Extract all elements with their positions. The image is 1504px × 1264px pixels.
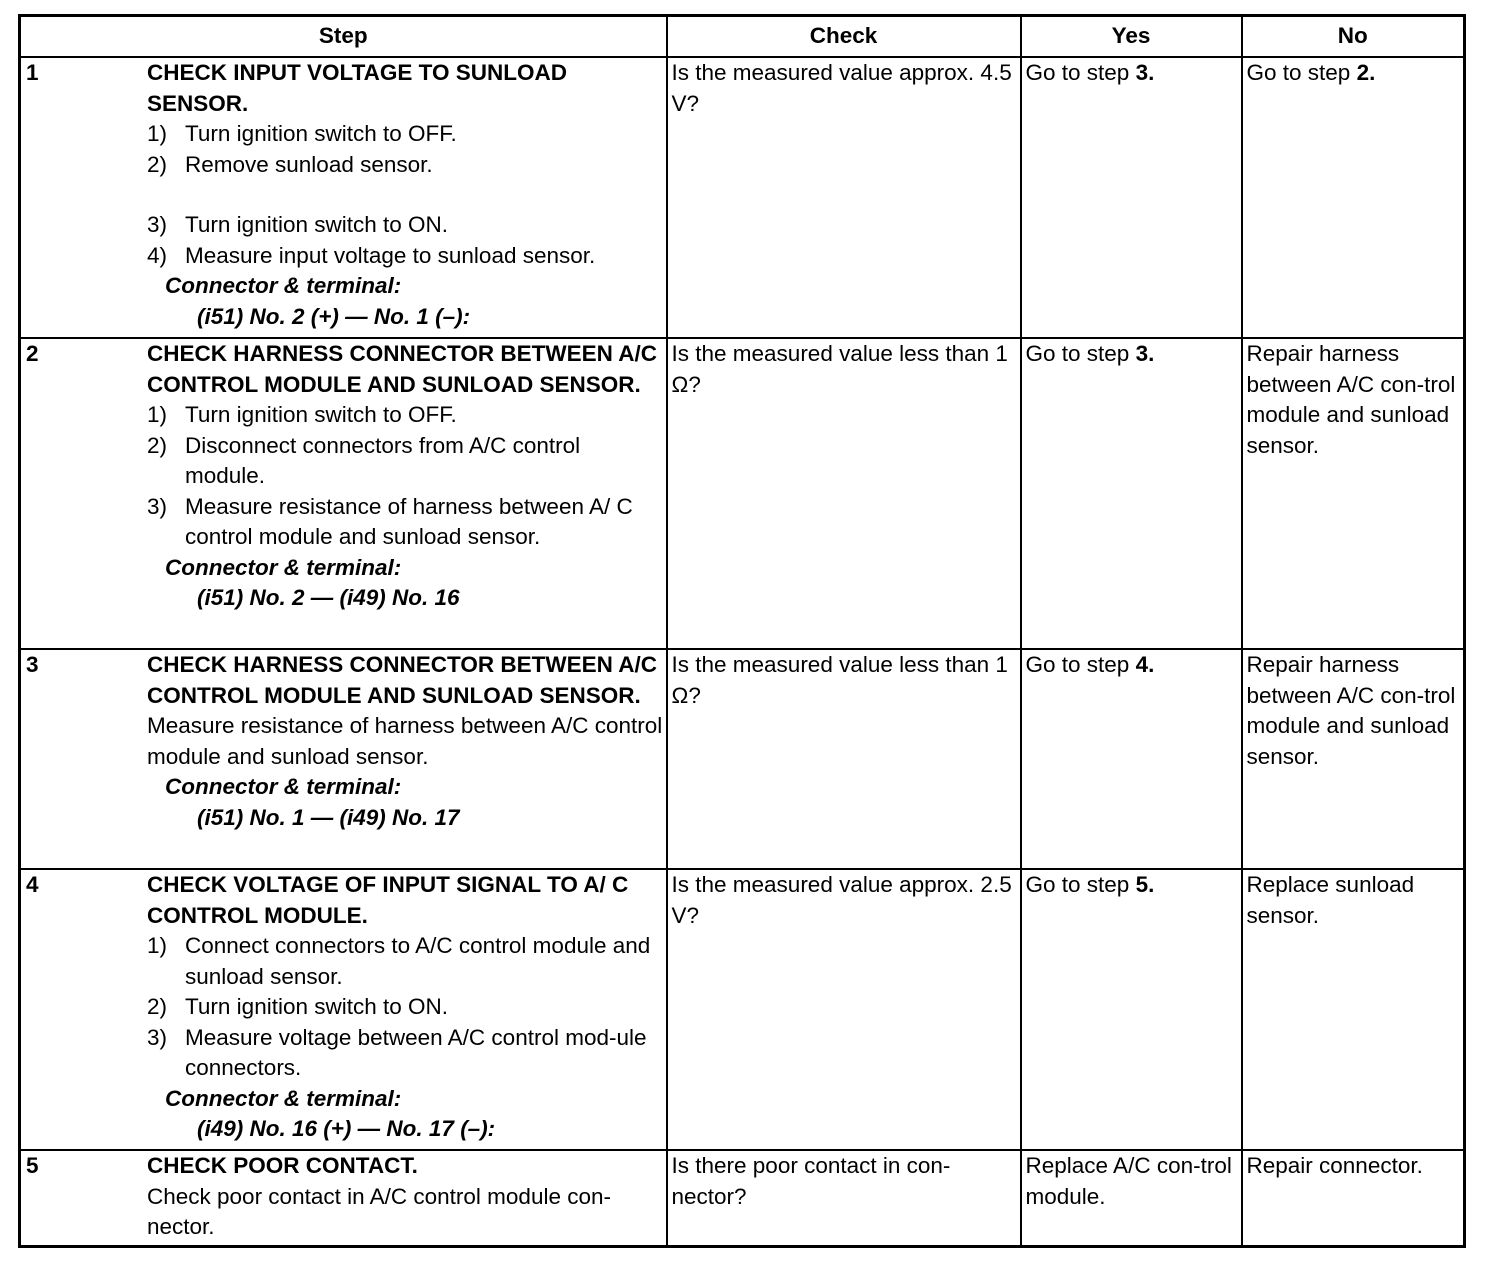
step-number: 1: [26, 60, 39, 85]
list-item: 2) Remove sunload sensor.: [147, 151, 433, 177]
step-title: CHECK VOLTAGE OF INPUT SIGNAL TO A/ C CONTROL MODULE.: [147, 872, 629, 928]
list-item: 3) Measure resistance of harness between A/ C control module and sunload sensor.: [147, 493, 633, 549]
step-instruction-text: Check poor contact in A/C control module con-nector.: [147, 1183, 611, 1239]
header-yes: Yes: [1021, 16, 1242, 58]
no-cell: Repair harness between A/C con-trol module and sunload sensor.: [1242, 338, 1465, 649]
connector-value: (i51) No. 2 — (i49) No. 16: [197, 585, 460, 610]
step-title: CHECK INPUT VOLTAGE TO SUNLOAD SENSOR.: [147, 60, 568, 116]
list-item: 1) Turn ignition switch to OFF.: [147, 121, 457, 146]
check-cell: Is the measured value less than 1 Ω?: [667, 338, 1021, 649]
table-row: [20, 649, 1465, 869]
step-title: CHECK POOR CONTACT.: [147, 1153, 418, 1178]
step-title: CHECK HARNESS CONNECTOR BETWEEN A/C CONTROL MODULE AND SUNLOAD SENSOR.: [147, 652, 658, 708]
yes-cell: Go to step 4.: [1021, 649, 1242, 869]
connector-value: (i49) No. 16 (+) — No. 17 (–):: [197, 1116, 496, 1141]
table-row: [20, 57, 1465, 338]
list-item: 1) Connect connectors to A/C control module and sunload sensor.: [147, 933, 651, 989]
step-number: 4: [26, 872, 39, 897]
check-cell: Is the measured value approx. 4.5 V?: [667, 57, 1021, 338]
step-title: CHECK HARNESS CONNECTOR BETWEEN A/C CONTROL MODULE AND SUNLOAD SENSOR.: [147, 341, 658, 397]
header-no: No: [1242, 16, 1465, 58]
step-number: 5: [26, 1153, 39, 1178]
step-instructions: [147, 119, 664, 271]
connector-label: Connector & terminal:: [165, 774, 402, 799]
step-instruction-text: Measure resistance of harness between A/C control module and sunload sensor.: [147, 713, 663, 769]
step-cell: [20, 869, 667, 1150]
check-cell: Is the measured value approx. 2.5 V?: [667, 869, 1021, 1150]
step-cell: [20, 1150, 667, 1246]
no-cell: Go to step 2.: [1242, 57, 1465, 338]
table-row: [20, 338, 1465, 649]
header-row: [20, 16, 1465, 58]
step-cell: [20, 57, 667, 338]
no-cell: Repair connector.: [1242, 1150, 1465, 1246]
step-number: 3: [26, 652, 39, 677]
step-instructions: [147, 931, 664, 1084]
connector-value: (i51) No. 1 — (i49) No. 17: [197, 804, 460, 830]
check-cell: Is there poor contact in con-nector?: [667, 1150, 1021, 1246]
connector-value: (i51) No. 2 (+) — No. 1 (–):: [197, 303, 471, 329]
connector-label: Connector & terminal:: [165, 1085, 402, 1111]
diagnostic-table-container: [18, 14, 1466, 1248]
list-item: 2) Turn ignition switch to ON.: [147, 994, 449, 1019]
check-cell: Is the measured value less than 1 Ω?: [667, 649, 1021, 869]
yes-cell: Go to step 3.: [1021, 57, 1242, 338]
list-item: 2) Disconnect connectors from A/C control module.: [147, 432, 581, 488]
table-row: [20, 869, 1465, 1150]
list-item: 1) Turn ignition switch to OFF.: [147, 402, 457, 427]
step-cell: [20, 338, 667, 649]
list-item: 3) Turn ignition switch to ON.: [147, 212, 449, 237]
step-instructions: [147, 400, 664, 553]
list-item: 4) Measure input voltage to sunload sensor.: [147, 242, 596, 268]
diagnostic-table: [18, 14, 1466, 1248]
connector-label: Connector & terminal:: [165, 554, 402, 580]
spacer: [147, 180, 664, 210]
header-step: Step: [20, 16, 667, 58]
header-check: Check: [667, 16, 1021, 58]
yes-cell: Replace A/C con-trol module.: [1021, 1150, 1242, 1246]
list-item: 3) Measure voltage between A/C control mod-ule connectors.: [147, 1024, 647, 1080]
yes-cell: Go to step 3.: [1021, 338, 1242, 649]
table-row: [20, 1150, 1465, 1246]
step-number: 2: [26, 341, 39, 366]
no-cell: Repair harness between A/C con-trol module and sunload sensor.: [1242, 649, 1465, 869]
connector-label: Connector & terminal:: [165, 273, 402, 298]
step-cell: [20, 649, 667, 869]
no-cell: Replace sunload sensor.: [1242, 869, 1465, 1150]
yes-cell: Go to step 5.: [1021, 869, 1242, 1150]
